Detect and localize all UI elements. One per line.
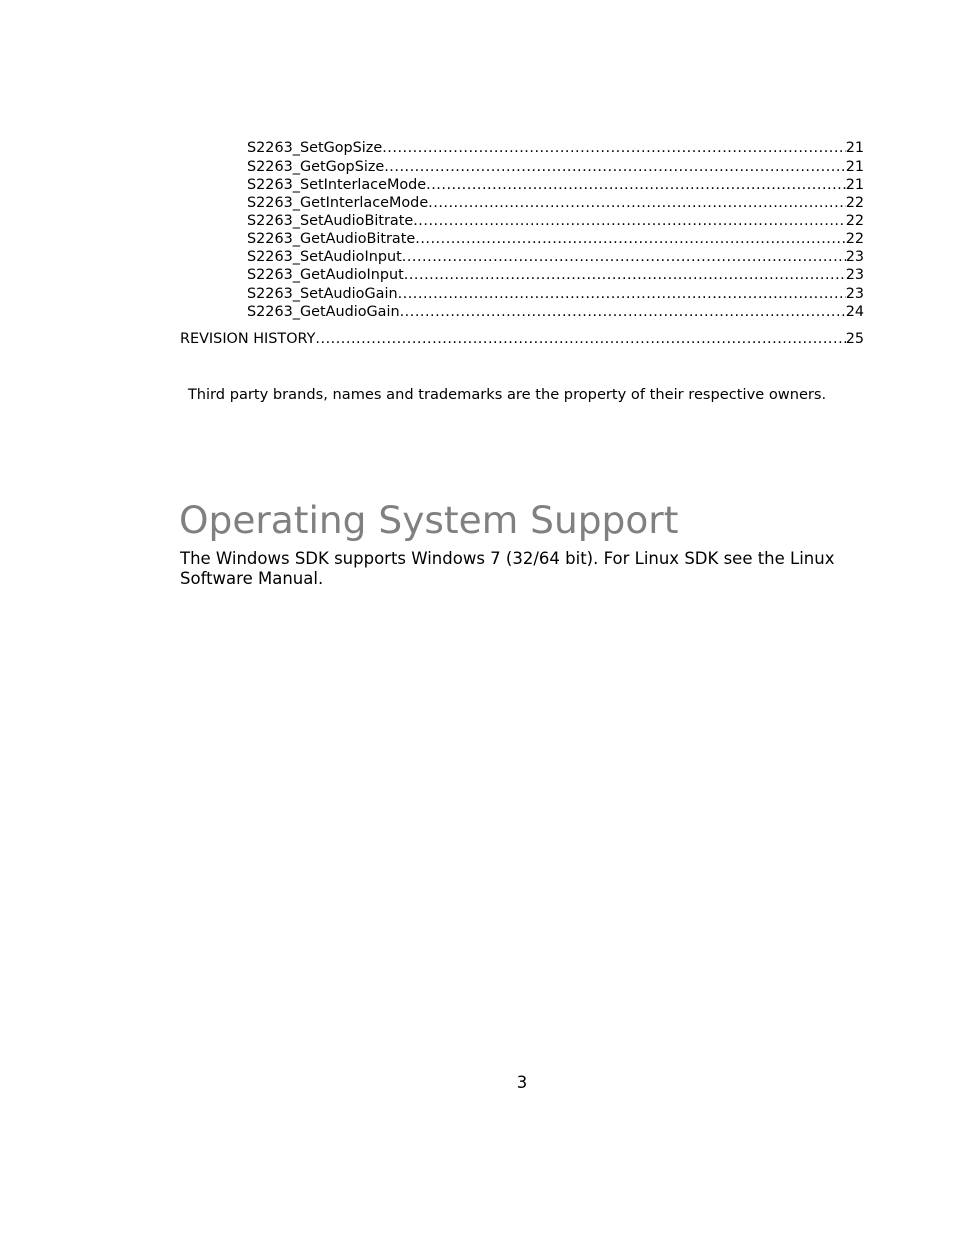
toc-entry-page: 23 [845, 267, 864, 283]
toc-leader-dots [400, 303, 846, 321]
toc-entry-page: 21 [845, 159, 864, 175]
toc-entry-set-gop-size[interactable] [247, 139, 864, 157]
toc-entry-title: S2263_SetAudioBitrate [247, 213, 414, 229]
toc-leader-dots [382, 139, 845, 157]
section-body: The Windows SDK supports Windows 7 (32/64 bit). For Linux SDK see the Linux Software Manual. [180, 549, 835, 588]
toc-entry-title: S2263_GetAudioInput [247, 267, 404, 283]
toc-leader-dots [384, 158, 845, 176]
toc-entry-revision-history[interactable] [180, 330, 864, 348]
toc-entry-title: S2263_GetGopSize [247, 159, 385, 175]
toc-entry-set-audio-input[interactable] [247, 248, 864, 266]
toc-entry-get-audio-bitrate[interactable] [247, 230, 864, 248]
toc-entry-set-interlace-mode[interactable] [247, 176, 864, 194]
toc-entry-get-gop-size[interactable] [247, 158, 864, 176]
toc-entry-get-interlace-mode[interactable] [247, 194, 864, 212]
toc-entry-set-audio-gain[interactable] [247, 285, 864, 303]
toc-entry-page: 21 [845, 177, 864, 193]
toc-leader-dots [428, 194, 846, 212]
toc-entry-title: S2263_GetInterlaceMode [247, 195, 429, 211]
toc-entry-page: 22 [845, 213, 864, 229]
toc-entry-set-audio-bitrate[interactable] [247, 212, 864, 230]
toc-entry-title: S2263_GetAudioGain [247, 304, 400, 320]
toc-entry-page: 22 [845, 231, 864, 247]
toc-leader-dots [402, 248, 846, 266]
toc-leader-dots [415, 230, 845, 248]
toc-entry-title: S2263_SetGopSize [247, 140, 383, 156]
toc-entry-title: S2263_GetAudioBitrate [247, 231, 416, 247]
toc-entry-title: S2263_SetInterlaceMode [247, 177, 427, 193]
toc-leader-dots [404, 266, 846, 284]
section-heading: Operating System Support [179, 498, 679, 542]
toc-entry-page: 25 [845, 331, 864, 347]
toc-entry-page: 23 [845, 249, 864, 265]
trademark-notice: Third party brands, names and trademarks are the property of their respective owners. [187, 386, 827, 403]
toc-entry-page: 21 [845, 140, 864, 156]
toc-entry-title: S2263_SetAudioGain [247, 286, 398, 302]
toc-leader-dots [426, 176, 846, 194]
toc-entry-page: 22 [845, 195, 864, 211]
toc-entry-get-audio-input[interactable] [247, 266, 864, 284]
toc-leader-dots [413, 212, 845, 230]
toc-entry-get-audio-gain[interactable] [247, 303, 864, 321]
toc-entry-page: 24 [845, 304, 864, 320]
page-number: 3 [516, 1073, 528, 1092]
toc-entry-page: 23 [845, 286, 864, 302]
toc-leader-dots [315, 330, 845, 348]
toc-entry-title: S2263_SetAudioInput [247, 249, 402, 265]
toc-leader-dots [398, 285, 846, 303]
toc-entry-title: REVISION HISTORY [180, 331, 316, 347]
